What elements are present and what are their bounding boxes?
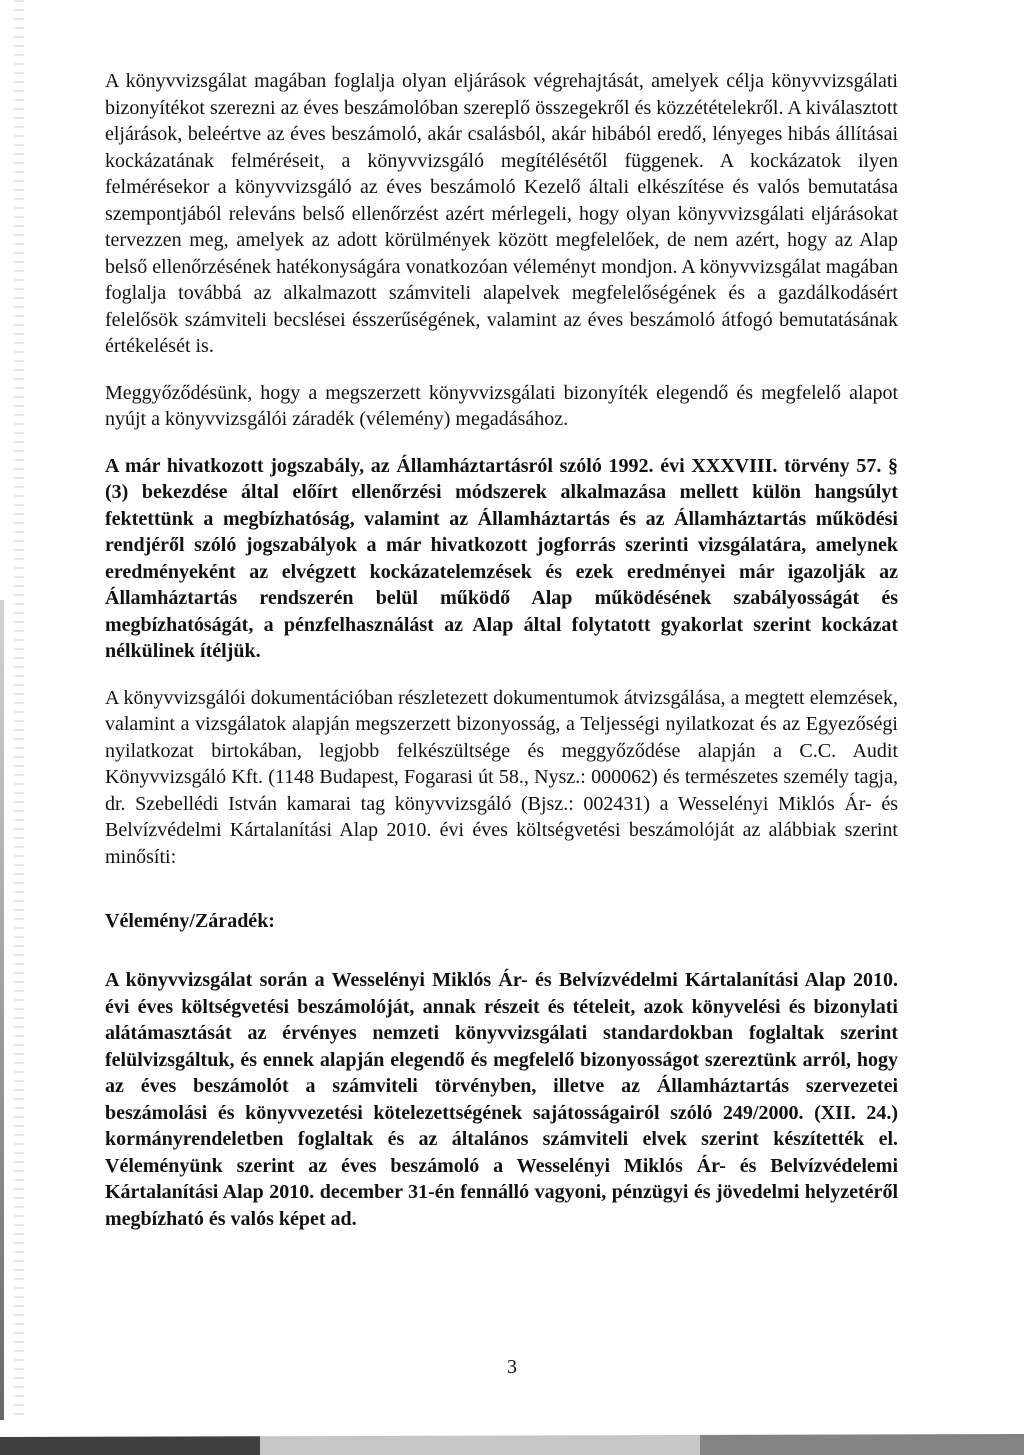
scan-edge-artifact xyxy=(14,0,24,1420)
paragraph-audit-evidence: Meggyőződésünk, hogy a megszerzett könyvvizsgálati bizonyíték elegendő és megfelelő alapot nyújt a könyvvizsgálói záradék (vélemény) megadásához. xyxy=(105,381,898,430)
document-body xyxy=(105,68,898,1252)
scan-bottom-artifact xyxy=(0,1425,1024,1455)
paragraph-auditor-qualification: A könyvvizsgálói dokumentációban részletezett dokumentumok átvizsgálása, a megtett elemzések, valamint a vizsgálatok alapján megszerzett bizonyosság, a Teljességi nyilatkozat és az Egyezőségi nyilatkozat birtokában, legjobb felkészültsége és meggyőződése alapján a C.C. Audit Könyvvizsgáló Kft. (1148 Budapest, Fogarasi út 58., Nysz.: 000062) és természetes személy tagja, dr. Szebellédi István kamarai tag könyvvizsgáló (Bjsz.: 002431) a Wesselényi Miklós Ár- és Belvízvédelmi Kártalanítási Alap 2010. évi éves költségvetési beszámolóját az alábbiak szerint minősíti: xyxy=(105,686,898,868)
page-number: 3 xyxy=(507,1356,517,1378)
paragraph-audit-procedures: A könyvvizsgálat magában foglalja olyan eljárások végrehajtását, amelyek célja könyvvizsgálati bizonyítékot szerezni az éves beszámolóban szereplő összegekről és közzétételekről. A kiválasztott eljárások, beleértve az éves beszámoló, akár csalásból, akár hibából eredő, lényeges hibás állításai kockázatának felméréseit, a könyvvizsgáló megítélésétől függenek. A kockázatok ilyen felmérésekor a könyvvizsgáló az éves beszámoló Kezelő általi elkészítése és valós bemutatása szempontjából releváns belső ellenőrzést azért mérlegeli, hogy olyan könyvvizsgálati eljárásokat tervezzen meg, amelyek az adott körülmények között megfelelőek, de nem azért, hogy az Alap belső ellenőrzésének hatékonyságára vonatkozóan véleményt mondjon. A könyvvizsgálat magában foglalja továbbá az alkalmazott számviteli alapelvek megfelelőségének és a gazdálkodásért felelősök számviteli becslései ésszerűségének, valamint az éves beszámoló átfogó bemutatásának értékelését is. xyxy=(105,70,898,357)
paragraph-opinion: A könyvvizsgálat során a Wesselényi Miklós Ár- és Belvízvédelmi Kártalanítási Alap 2010. évi éves költségvetési beszámolóját, annak részeit és tételeit, azok könyvelési és bizonylati alátámasztását az érvényes nemzeti könyvvizsgálati standardokban foglaltak szerint felülvizsgáltuk, és ennek alapján elegendő és megfelelő bizonyosságot szereztünk arról, hogy az éves beszámolót a számviteli törvényben, illetve az Államháztartás szervezetei beszámolási és könyvvezetési kötelezettségének sajátosságairól szóló 249/2000. (XII. 24.) kormányrendeletben foglaltak és az általános számviteli elvek szerint készítették el. Véleményünk szerint az éves beszámoló a Wesselényi Miklós Ár- és Belvízvédelemi Kártalanítási Alap 2010. december 31-én fennálló vagyoni, pénzügyi és jövedelmi helyzetéről megbízható és valós képet ad. xyxy=(105,969,898,1230)
scan-shadow-artifact xyxy=(0,600,4,1420)
opinion-heading: Vélemény/Záradék: xyxy=(105,910,275,932)
paragraph-legal-compliance: A már hivatkozott jogszabály, az Államháztartásról szóló 1992. évi XXXVIII. törvény 57. § (3) bekezdése által előírt ellenőrzési módszerek alkalmazása mellett külön hangsúlyt fektettünk a megbízhatóság, valamint az Államháztartás és az Államháztartás működési rendjéről szóló jogszabályok a már hivatkozott jogforrás szerinti vizsgálatára, amelynek eredményeként az elvégzett kockázatelemzések és ezek eredményei már igazolják az Államháztartás rendszerén belül működő Alap működésének szabályosságát és megbízhatóságát, a pénzfelhasználást az Alap által folytatott gyakorlat szerint kockázat nélkülinek ítéljük. xyxy=(105,454,898,662)
